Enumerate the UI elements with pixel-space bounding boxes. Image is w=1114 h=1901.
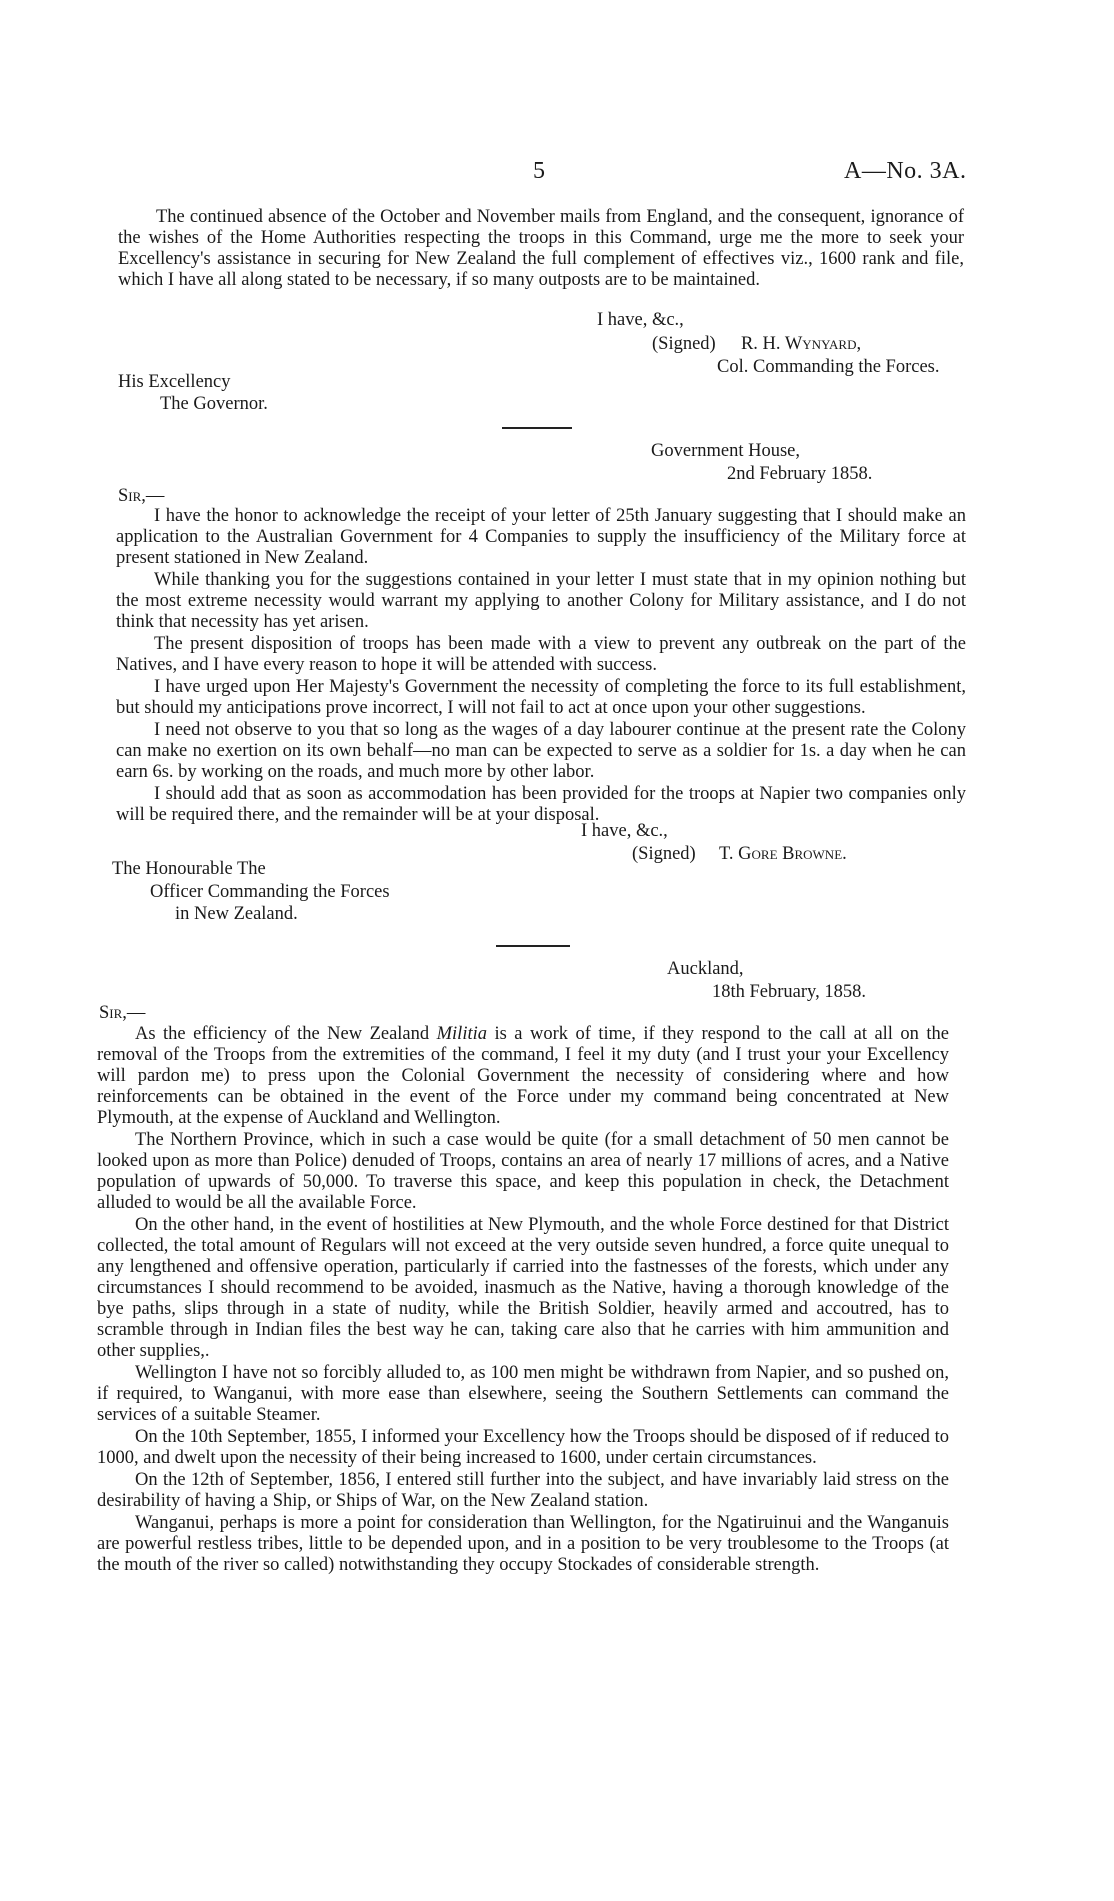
letter3-paragraph: The Northern Province, which in such a case would be quite (for a small detachment of 50 men cannot be looked upon as more than Police) denuded of Troops, contains an area of nearly 17 millions of acres, and a Native population of upwards of 50,000. To traverse this space, and keep this population in check, the Detachment alluded to would be all the available Force. (97, 1130, 949, 1213)
letter2-signature-line (632, 843, 847, 865)
letter1-body: The continued absence of the October and November mails from England, and the consequent, ignorance of the wishes of the Home Authorities respecting the troops in this Command, urge me the more to seek your Excellency's assistance in securing for New Zealand the full complement of effectives viz., 1600 rank and file, which I have all along stated to be necessary, if so many outposts are to be maintained. (118, 207, 964, 290)
separator-rule (496, 945, 570, 947)
letter2-paragraph: While thanking you for the suggestions contained in your letter I must state that in my opinion nothing but the most extreme necessity would warrant my applying to another Colony for Military assistance, and I do not think that necessity has yet arisen. (116, 570, 966, 632)
text-run: As the efficiency of the New Zealand (135, 1024, 437, 1044)
letter3-paragraph: Wanganui, perhaps is more a point for consideration than Wellington, for the Ngatiruinui and the Wanganuis are powerful restless tribes, little to be depended upon, and in a position to be very troublesome to the Troops (at the mouth of the river so called) notwithstanding they occupy Stockades of considerable strength. (97, 1513, 949, 1575)
signed-label: (Signed) (652, 334, 716, 354)
letter1-addressee-line1: His Excellency (118, 372, 231, 392)
letter1-addressee-line2: The Governor. (160, 394, 268, 414)
document-reference: A—No. 3A. (844, 158, 967, 184)
signer-name: R. H. Wynyard, (740, 334, 862, 354)
letter3-place: Auckland, (667, 959, 744, 979)
letter3-paragraph: On the other hand, in the event of hostilities at New Plymouth, and the whole Force destined for that District collected, the total amount of Regulars will not exceed at the very outside seven hundred, a force quite unequal to any lengthened and offensive operation, particularly if carried into the fastnesses of the forests, which under any circumstances I should recommend to be avoided, inasmuch as the Native, having a thorough knowledge of the bye paths, slips through in a state of nudity, while the British Soldier, heavily armed and accoutred, has to scramble through in Indian files the best way he can, taking care also that he carries with him ammunition and other supplies,. (97, 1215, 949, 1361)
letter3-salutation: Sir,— (99, 1003, 146, 1023)
letter2-paragraph: I should add that as soon as accommodation has been provided for the troops at Napier two companies only will be required there, and the remainder will be at your disposal. (116, 784, 966, 825)
separator-rule (502, 427, 572, 429)
text-run: is a work of time, if they respond to the call at all on the removal of the Troops from the extremities of the command, I feel it my duty (and I trust your your Excellency will pardon me) to press upon the Colonial Government the necessity of considering where and how reinforcements can be obtained in the event of the Force under my command being concentrated at New Plymouth, at the expense of Auckland and Wellington. (97, 1024, 949, 1128)
letter1-signature-line (652, 333, 861, 355)
letter2-paragraph: I have the honor to acknowledge the receipt of your letter of 25th January suggesting that I should make an application to the Australian Government for 4 Companies to supply the insufficiency of the Military force at present stationed in New Zealand. (116, 506, 966, 568)
letter1-closing: I have, &c., (597, 310, 684, 330)
letter2-salutation: Sir,— (118, 486, 165, 506)
signed-label: (Signed) (632, 844, 696, 864)
letter2-addressee-line3: in New Zealand. (175, 904, 298, 924)
letter2-date: 2nd February 1858. (727, 464, 873, 484)
letter3-paragraph: Wellington I have not so forcibly alluded to, as 100 men might be withdrawn from Napier, and so pushed on, if required, to Wanganui, with more ease than elsewhere, seeing the Southern Settlements can command the services of a suitable Steamer. (97, 1363, 949, 1425)
signer-name: T. Gore Browne. (718, 844, 847, 864)
letter2-place: Government House, (651, 441, 800, 461)
signer-title: Col. Commanding the Forces. (717, 357, 940, 377)
letter2-paragraph: I need not observe to you that so long as the wages of a day labourer continue at the present rate the Colony can make no exertion on its own behalf—no man can be expected to serve as a soldier for 1s. a day when he can earn 6s. by working on the roads, and much more by other labor. (116, 720, 966, 782)
letter2-closing: I have, &c., (581, 821, 668, 841)
letter2-paragraph: The present disposition of troops has been made with a view to prevent any outbreak on the part of the Natives, and I have every reason to hope it will be attended with success. (116, 634, 966, 675)
letter3-paragraph: On the 10th September, 1855, I informed your Excellency how the Troops should be disposed of if reduced to 1000, and dwelt upon the necessity of their being increased to 1600, under certain circumstances. (97, 1427, 949, 1468)
letter2-addressee-line1: The Honourable The (112, 859, 266, 879)
page-number: 5 (533, 158, 545, 184)
letter2-paragraph: I have urged upon Her Majesty's Government the necessity of completing the force to its full establishment, but should my anticipations prove incorrect, I will not fail to act at once upon your other suggestions. (116, 677, 966, 718)
letter2-addressee-line2: Officer Commanding the Forces (150, 882, 390, 902)
militia-emphasis: Militia (436, 1024, 487, 1044)
letter3-date: 18th February, 1858. (712, 982, 866, 1002)
letter2-body (116, 506, 966, 826)
letter3-paragraph: On the 12th of September, 1856, I entered still further into the subject, and have invariably laid stress on the desirability of having a Ship, or Ships of War, on the New Zealand station. (97, 1470, 949, 1511)
letter3-paragraph (97, 1024, 949, 1129)
letter3-body (97, 1024, 949, 1576)
